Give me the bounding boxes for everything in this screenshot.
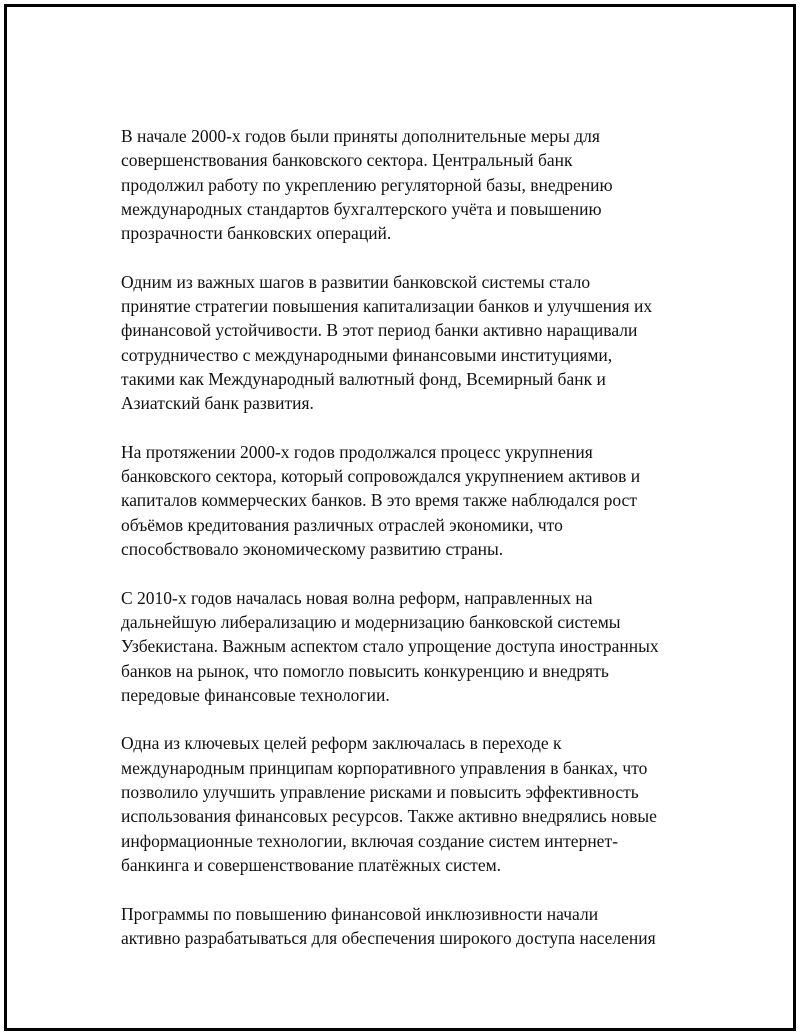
paragraph-4 (121, 586, 701, 707)
paragraph-line: банкинга и совершенствование платёжных систем. (121, 854, 502, 875)
paragraph-line: передовые финансовые технологии. (121, 684, 390, 705)
paragraph-1 (121, 124, 701, 245)
paragraph-line: такими как Международный валютный фонд, Всемирный банк и (121, 368, 606, 389)
paragraph-5 (121, 731, 701, 877)
paragraph-line: использования финансовых ресурсов. Также активно внедрялись новые (121, 806, 657, 827)
paragraph-line: На протяжении 2000-х годов продолжался процесс укрупнения (121, 441, 593, 462)
paragraph-line: сотрудничество с международными финансовыми институциями, (121, 344, 613, 365)
paragraph-3 (121, 440, 701, 561)
paragraph-line: активно разрабатываться для обеспечения широкого доступа населения (121, 927, 656, 948)
paragraph-line: Одна из ключевых целей реформ заключалась в переходе к (121, 733, 562, 754)
paragraph-line: объёмов кредитования различных отраслей экономики, что (121, 514, 563, 535)
paragraph-line: способствовало экономическому развитию страны. (121, 539, 504, 560)
page-frame (4, 4, 796, 1031)
paragraph-line: С 2010-х годов началась новая волна реформ, направленных на (121, 587, 593, 608)
paragraph-line: капиталов коммерческих банков. В это время также наблюдался рост (121, 490, 637, 511)
paragraph-line: международных стандартов бухгалтерского учёта и повышению (121, 198, 602, 219)
document-body (121, 124, 701, 974)
paragraph-line: международным принципам корпоративного управления в банках, что (121, 757, 648, 778)
paragraph-line: банковского сектора, который сопровождался укрупнением активов и (121, 466, 641, 487)
paragraph-line: информационные технологии, включая создание систем интернет- (121, 830, 618, 851)
paragraph-line: Одним из важных шагов в развитии банковской системы стало (121, 271, 591, 292)
paragraph-line: Азиатский банк развития. (121, 393, 314, 414)
paragraph-line: продолжил работу по укреплению регуляторной базы, внедрению (121, 174, 613, 195)
paragraph-line: прозрачности банковских операций. (121, 223, 392, 244)
paragraph-line: банков на рынок, что помогло повысить конкуренцию и внедрять (121, 660, 609, 681)
paragraph-line: принятие стратегии повышения капитализации банков и улучшения их (121, 296, 653, 317)
paragraph-2 (121, 270, 701, 416)
paragraph-line: дальнейшую либерализацию и модернизацию банковской системы (121, 611, 621, 632)
paragraph-line: финансовой устойчивости. В этот период банки активно наращивали (121, 320, 638, 341)
paragraph-line: Программы по повышению финансовой инклюзивности начали (121, 903, 599, 924)
paragraph-line: позволило улучшить управление рисками и повысить эффективность (121, 782, 639, 803)
paragraph-line: Узбекистана. Важным аспектом стало упрощение доступа иностранных (121, 636, 659, 657)
paragraph-line: В начале 2000-х годов были приняты дополнительные меры для (121, 126, 600, 146)
paragraph-6 (121, 902, 701, 951)
paragraph-line: совершенствования банковского сектора. Центральный банк (121, 150, 573, 171)
